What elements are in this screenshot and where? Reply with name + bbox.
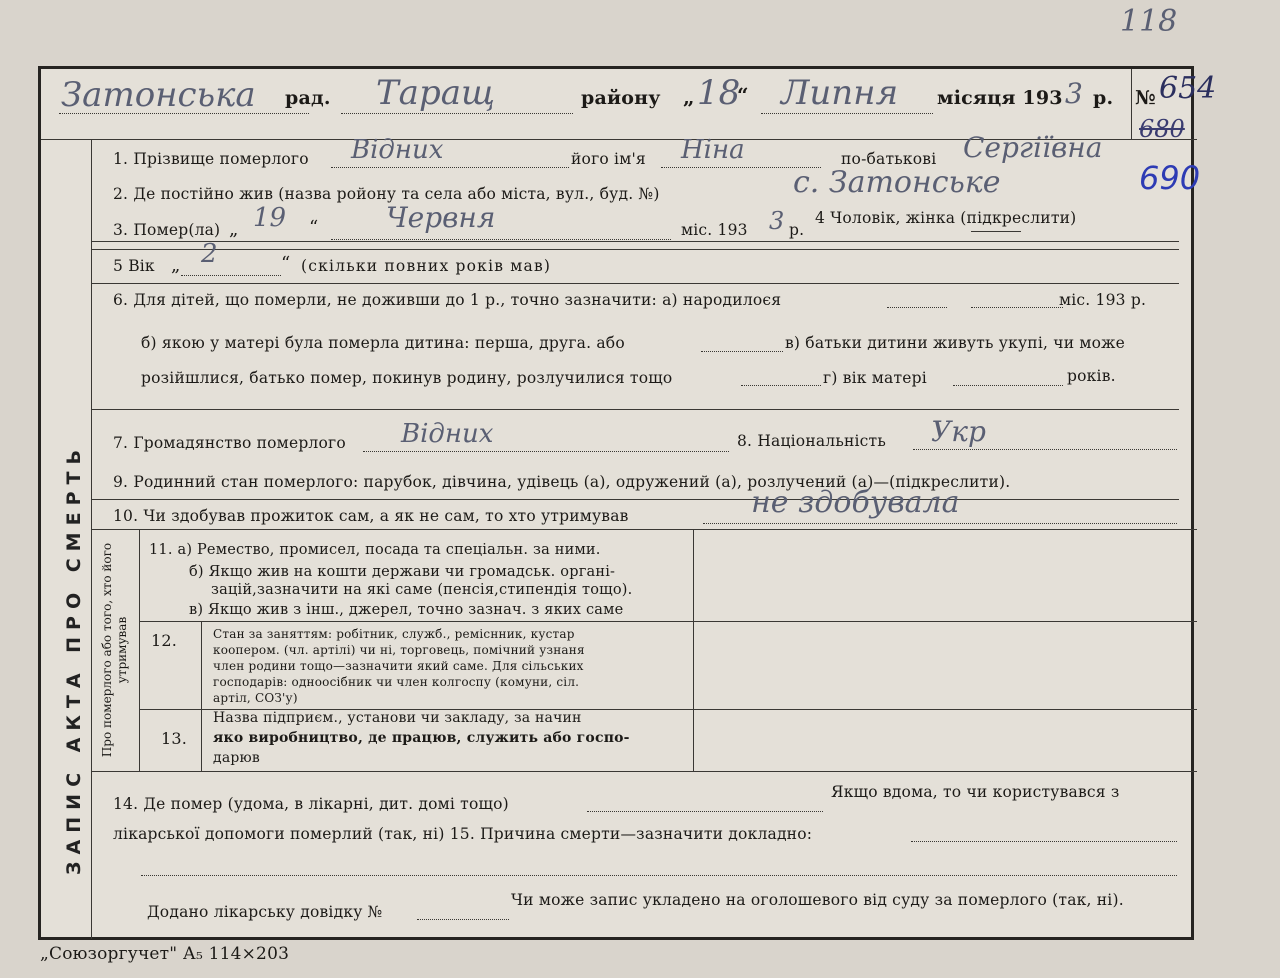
field-6-line-3c: років. xyxy=(1067,367,1116,385)
field-5-label: 5 Вік xyxy=(113,257,155,275)
field-6-line-3a: розійшлися, батько помер, покинув родину, розлучилися тощо xyxy=(141,369,673,387)
citizenship-handwritten: Відних xyxy=(401,419,494,449)
field-1-label: 1. Прізвище померлого xyxy=(113,150,309,168)
field-2-label: 2. Де постійно жив (назва ройону та села або міста, вул., буд. №) xyxy=(113,185,660,203)
field-13-number: 13. xyxy=(161,729,188,748)
residence-handwritten: с. Затонське xyxy=(793,165,1001,200)
table-middle-border xyxy=(693,529,694,771)
number-label: № xyxy=(1135,87,1156,109)
field-13-line-1: Назва підприєм., установи чи закладу, за начин xyxy=(213,710,582,726)
death-month-handwritten: Червня xyxy=(386,201,496,234)
number-box-left-border xyxy=(1131,69,1132,139)
field-6-line-2a: б) якою у матері була померла дитина: перша, друга. або xyxy=(141,334,625,352)
field-11b-2: зацій,зазначити на які саме (пенсія,стипендія тощо). xyxy=(211,582,633,598)
child-order-line xyxy=(701,351,783,352)
side-title: ЗАПИС АКТА ПРО СМЕРТЬ xyxy=(63,443,85,875)
archive-page-number: 118 xyxy=(1120,4,1178,39)
medical-cert-line xyxy=(417,919,509,920)
row-11-bottom xyxy=(139,621,1197,622)
field-12-line-5: артіл, СОЗ'у) xyxy=(213,691,298,705)
day-handwritten: 18 xyxy=(697,73,741,113)
field-11b-1: б) Якщо жив на кошти держави чи громадськ. органі- xyxy=(189,564,616,580)
patronymic-handwritten: Сергіївна xyxy=(963,131,1103,164)
field-6-line-3b: г) вік матері xyxy=(823,369,927,387)
field-9-label: 9. Родинний стан померлого: парубок, дівчина, удівець (а), одружений (а), розлучений (а)—(підкреслити). xyxy=(113,473,1011,491)
parents-line xyxy=(741,385,821,386)
death-day-quote-open: „ xyxy=(229,219,239,240)
printer-footer: „Союзоргучет" А₅ 114×203 xyxy=(40,944,290,964)
field-8-label: 8. Національність xyxy=(737,432,886,450)
field-12-line-1: Стан за заняттям: робітник, служб., реміснник, кустар xyxy=(213,627,575,641)
income-handwritten: не здобувала xyxy=(751,485,960,520)
cause-line-2 xyxy=(141,875,1177,876)
field-10-label: 10. Чи здобував прожиток сам, а як не сам, то хто утримував xyxy=(113,507,629,525)
citizenship-line xyxy=(363,451,729,452)
month-line xyxy=(761,113,933,114)
rada-label: рад. xyxy=(285,87,331,109)
nationality-line xyxy=(913,449,1177,450)
court-note-label: Чи може запис укладено на оголошевого від суду за померлого (так, ні). xyxy=(511,891,1124,909)
rada-line xyxy=(59,113,309,114)
age-line xyxy=(181,275,281,276)
raion-label: району xyxy=(581,87,661,109)
day-quote-close: “ xyxy=(737,83,749,107)
death-month-line xyxy=(331,239,671,240)
field-3-label: 3. Помер(ла) xyxy=(113,221,221,239)
field-7-label: 7. Громадянство померлого xyxy=(113,434,346,452)
name-handwritten: Ніна xyxy=(681,135,745,165)
name-label: його ім'я xyxy=(571,150,646,168)
death-place-line xyxy=(587,811,823,812)
field-12-line-3: член родини тощо—зазначити який саме. Для сільських xyxy=(213,659,584,673)
birth-month-line xyxy=(971,307,1063,308)
row-divider-4 xyxy=(91,409,1179,410)
nationality-handwritten: Укр xyxy=(931,415,986,448)
surname-handwritten: Відних xyxy=(351,135,444,165)
income-line xyxy=(703,523,1177,524)
field-11a: 11. а) Ремество, промисел, посада та спеціальн. за ними. xyxy=(149,542,601,558)
female-underline xyxy=(971,231,1021,232)
field-15-label: лікарської допомоги померлий (так, ні) 15. Причина смерти—зазначити докладно: xyxy=(113,825,813,843)
field-11c: в) Якщо жив з інш., джерел, точно зазнач. з яких саме xyxy=(189,602,624,618)
table-side-border xyxy=(139,529,140,771)
year-label: р. xyxy=(1093,87,1114,109)
record-number-blue: 690 xyxy=(1139,159,1201,197)
day-quote-open: „ xyxy=(683,85,695,109)
cause-line xyxy=(911,841,1177,842)
field-12-number: 12. xyxy=(151,631,178,650)
medical-cert-label: Додано лікарську довідку № xyxy=(147,903,383,921)
month-handwritten: Липня xyxy=(781,73,899,113)
death-record-form xyxy=(38,66,1217,940)
field-4-label: 4 Чоловік, жінка (підкреслити) xyxy=(815,209,1077,227)
death-day-quote-close: “ xyxy=(309,217,319,238)
table-top-border xyxy=(91,529,1197,530)
field-12-line-4: господарів: одноосібник чи член колгоспу (комуни, сіл. xyxy=(213,675,580,689)
table-bottom-border xyxy=(91,771,1197,772)
rada-handwritten: Затонська xyxy=(61,75,256,115)
field-6-line-1: 6. Для дітей, що померли, не доживши до 1 р., точно зазначити: а) народилоєя xyxy=(113,291,782,309)
field-13-line-2: яко виробництво, де працюв, служить або госпо- xyxy=(213,730,630,746)
birth-day-line xyxy=(887,307,947,308)
row-divider-5 xyxy=(91,499,1179,500)
death-year-handwritten: 3 xyxy=(769,207,785,235)
field-6-line-2b: в) батьки дитини живуть укупі, чи може xyxy=(785,334,1125,352)
field-14-label: 14. Де помер (удома, в лікарні, дит. домі тощо) xyxy=(113,795,509,813)
month-label: місяця 193 xyxy=(937,87,1063,109)
death-year-label: міс. 193 xyxy=(681,221,748,239)
mother-age-line xyxy=(953,385,1063,386)
number-column-border xyxy=(201,621,202,771)
raion-line xyxy=(341,113,573,114)
age-quote-close: “ xyxy=(281,253,291,274)
row-divider-2 xyxy=(91,249,1179,250)
patronymic-label: по-батькові xyxy=(841,150,937,168)
record-number-struck: 680 xyxy=(1139,115,1185,143)
row-divider-3 xyxy=(91,283,1179,284)
raion-handwritten: Таращ xyxy=(376,73,496,113)
year-handwritten: 3 xyxy=(1065,77,1083,110)
field-13-line-3: дарюв xyxy=(213,750,260,766)
field-14-label-2: Якщо вдома, то чи користувався з xyxy=(831,783,1120,801)
age-note: (скільки повних років мав) xyxy=(301,257,552,275)
side-note: Про померлого або того, хто його утримував xyxy=(100,542,129,758)
surname-line xyxy=(331,167,569,168)
row-divider xyxy=(91,241,1179,242)
death-day-handwritten: 19 xyxy=(253,203,287,233)
age-handwritten: 2 xyxy=(201,239,218,269)
field-6-line-1-end: міс. 193 р. xyxy=(1059,291,1147,309)
field-12-line-2: коопером. (чл. артілі) чи ні, торговець, помічний узнаня xyxy=(213,643,585,657)
age-quote-open: „ xyxy=(171,255,181,276)
record-number-handwritten: 654 xyxy=(1159,71,1217,106)
death-year-end: р. xyxy=(789,221,805,239)
